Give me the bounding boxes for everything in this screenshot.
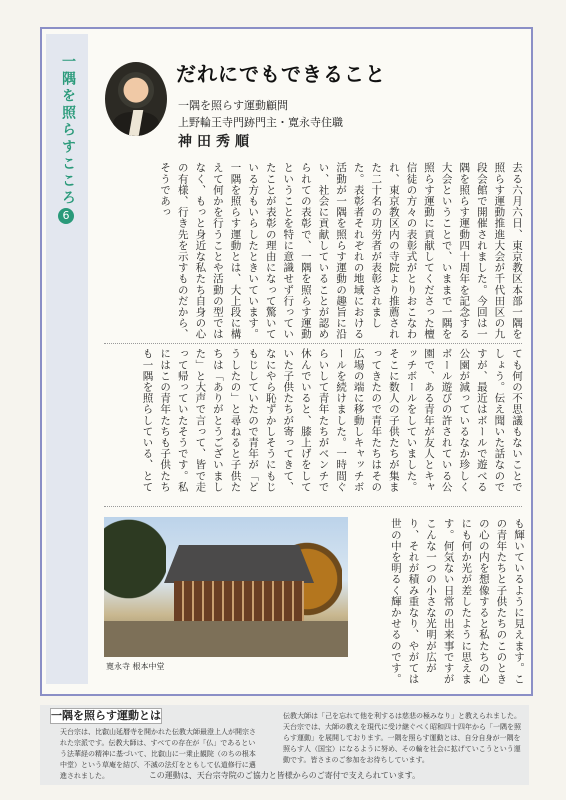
body-column-2: ても何の不思議もないことでしょう。伝え聞いた話なのですが、最近はボールで遊べる公園が減っているなか珍しくボール遊びの許されている公園で、ある青年が友人とキャッチボールをしていました。そこに数人の子供たちが集まってきたので青年たちはその広場の端に移動しキャッチボールを続けました。一時間ぐらいして青年たちがベンチで休んでいると、膝上げをしていた子供たちが寄ってきて、なにやら恥ずかしそうにもじもじしていたので青年が「どうしたの」と尋ねると子供たちは「ありがとうございました」と大声で言って、皆で走って帰っていたそうです。私にはこの青年たちも子供たちも一隅を照らしている、とて xyxy=(141,348,523,493)
article-headline: だれにでもできること xyxy=(176,62,386,86)
author-role-1: 一隅を照らす運動顧問 xyxy=(178,99,288,112)
photo-caption: 寛永寺 根本中堂 xyxy=(106,662,165,671)
footer-note: この運動は、天台宗寺院のご協力と皆様からのご寄付で支えられています。 xyxy=(148,771,421,780)
photo-tree-left xyxy=(104,517,166,637)
author-role-2: 上野輪王寺門跡門主・寛永寺住職 xyxy=(178,116,343,129)
column-divider-2 xyxy=(104,506,522,507)
column-divider-1 xyxy=(104,343,522,344)
photo-temple-hall xyxy=(174,581,304,621)
footer-title: 一隅を照らす運動とは xyxy=(51,709,161,722)
body-column-3: も輝いているように見えます。この青年たちと子供たちのこのときの心の内を想像すると私たちの心にも何か光が差したように思えます。何気ない日常の出来事ですがこんな一つの小さな光明が広がり、それが積み重なり、やがては世の中を明るく輝かせるのです。 xyxy=(389,518,525,685)
photo-ground xyxy=(104,621,348,657)
footer-left-text: 天台宗は、比叡山延暦寺を開かれた伝教大師最澄上人が開宗された宗派です。伝教大師は、すべての存在が「仏」であるという法華経の精神に基づいて、比叡山に一乗止観院（のちの根本中堂）という草庵を結び、不滅の法灯をともして仏道修行に邁進されました。 xyxy=(60,728,256,780)
author-portrait xyxy=(105,62,167,136)
series-title: 一隅を照らすこころ xyxy=(60,54,76,207)
author-name: 神田秀順 xyxy=(178,134,254,150)
body-column-1: 去る六月六日、東京教区本部一隅を照らす運動推進大会が千代田区の九段会館で開催されました。今回は一隅を照らす運動四十周年を記念する大会ということで、いままで一隅を照らす運動に貢献してくださった檀信徒の方々の表彰式がとりおこなわれ、東京教区内の寺院より推薦された二十名の功労者が表彰されました。表彰者それぞれの地域における活動が一隅を照らす運動の趣旨に沿い、社会に貢献していることが認められての表彰で、一隅を照らす運動ということを特に意識せず行っていたことが表彰の理由になって驚いている方もいらしたときいています。一隅を照らす運動とは、大上段に構えて何かを行うことや活動の型ではなく、もっと身近な私たち自身の心の有様、行き先を示すものだから、そうであっ xyxy=(159,162,523,340)
series-number-badge: 6 xyxy=(58,208,74,224)
temple-photo xyxy=(104,517,348,657)
photo-temple-roof xyxy=(164,545,314,583)
footer-right-text: 伝教大師は「己を忘れて他を利するは慈悲の極みなり」と教えられました。天台宗では、大師の教えを現代に受け継ぐべく昭和四十四年から「一隅を照らす運動」を展開しております。一隅を照らす運動とは、自分自身が一隅を照らす人（国宝）になるように努め、その輪を社会に拡げていこうという運動です。皆さまのご参加をお待ちしています。 xyxy=(283,712,521,764)
